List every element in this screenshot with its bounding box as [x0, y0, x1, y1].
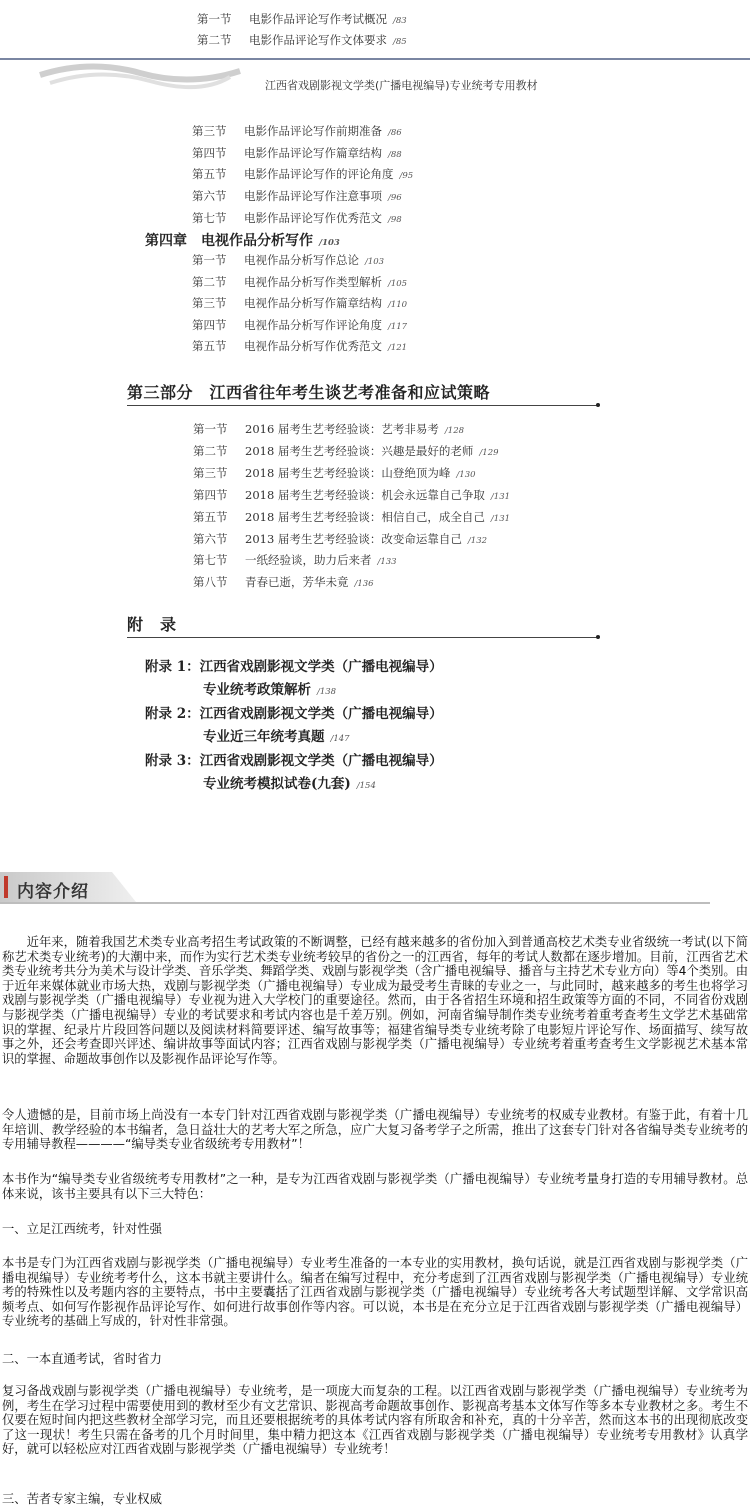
toc-page-number: /86: [388, 128, 402, 138]
toc-page-number: /96: [388, 193, 402, 204]
intro-paragraph-2: 令人遗憾的是，目前市场上尚没有一本专门针对江西省戏剧与影视学类（广播电视编导）专业统考的权威专业教材。有鉴于此，有着十几年培训、教学经验的本书编者，急日益壮大的艺考大军之所急，应广大复习备考学子之所需，推出了这套专门针对各省编导类专业统考的专用辅导教程————“编导类专业省级统考专用教材”！: [2, 1108, 748, 1152]
toc-page-number: /130: [456, 469, 476, 480]
toc-entry: [192, 145, 402, 161]
toc-section-number: 第五节: [192, 167, 227, 182]
appendix-page-number: /147: [330, 734, 350, 744]
running-header: 江西省戏剧影视文学类(广播电视编导)专业统考专用教材: [265, 79, 538, 92]
feature-heading-1: 一、立足江西统考，针对性强: [2, 1222, 162, 1236]
toc-entry: [192, 274, 407, 290]
toc-entry-title: 电影作品评论写作篇章结构: [244, 145, 382, 160]
toc-page-number: /128: [444, 426, 465, 436]
chapter4-title: 第四章 电视作品分析写作: [145, 233, 313, 249]
toc-page-number: /110: [388, 300, 408, 310]
toc-entry: [193, 574, 374, 590]
toc-page-number: /121: [388, 343, 408, 353]
toc-entry: [193, 465, 476, 481]
toc-section-number: 第一节: [192, 253, 227, 267]
toc-section-number: 第七节: [192, 210, 227, 225]
toc-section-number: 第八节: [193, 575, 228, 590]
appendix-entry-title: 专业统考政策解析: [203, 682, 311, 698]
toc-entry-title: 电影作品评论写作前期准备: [244, 124, 382, 138]
toc-section-number: 第五节: [192, 339, 227, 353]
toc-section-number: 第二节: [197, 33, 232, 47]
toc-page-number: /85: [393, 37, 407, 47]
part3-rule-dot: [596, 403, 600, 407]
toc-entry: [193, 509, 510, 525]
toc-entry-title: 2018 届考生艺考经验谈：山登绝顶为峰: [245, 465, 451, 480]
toc-entry-title: 电视作品分析写作优秀范文: [244, 339, 382, 353]
appendix-entry-line2: [203, 678, 336, 698]
toc-entry-title: 电影作品评论写作的评论角度: [244, 167, 394, 182]
toc-entry: [192, 210, 402, 226]
toc-entry: [192, 295, 407, 311]
toc-page-number: /132: [467, 535, 488, 546]
toc-page-number: /136: [354, 579, 374, 590]
toc-section-number: 第五节: [193, 509, 228, 524]
toc-section-number: 第六节: [193, 531, 228, 546]
toc-entry-title: 2018 届考生艺考经验谈：相信自己，成全自己: [245, 509, 485, 524]
appendix-page-number: /138: [317, 687, 337, 697]
toc-section-number: 第一节: [193, 422, 228, 436]
appendix-rule-dot: [596, 635, 600, 639]
appendix-entry-line1: 附录 3：江西省戏剧影视文学类（广播电视编导）: [145, 753, 443, 769]
appendix-heading: 附 录: [127, 615, 177, 634]
toc-entry-title: 电视作品分析写作评论角度: [244, 317, 382, 332]
toc-page-number: /129: [479, 447, 499, 458]
toc-entry-title: 青春已逝，芳华未竟: [245, 575, 349, 590]
toc-entry: [197, 32, 407, 48]
toc-entry: [192, 188, 402, 204]
toc-page-number: /117: [388, 321, 408, 332]
toc-entry-title: 2016 届考生艺考经验谈：艺考非易考: [245, 422, 439, 436]
appendix-entry-line1: 附录 1：江西省戏剧影视文学类（广播电视编导）: [145, 659, 443, 675]
toc-entry-title: 电视作品分析写作篇章结构: [244, 296, 382, 310]
toc-page-number: /131: [490, 513, 511, 524]
intro-paragraph-4: 本书是专门为江西省戏剧与影视学类（广播电视编导）专业考生准备的一本专业的实用教材，换句话说，就是江西省戏剧与影视学类（广播电视编导）专业统考考什么，这本书就主要讲什么。编者在编写过程中，充分考虑到了江西省戏剧与影视学类（广播电视编导）专业统考的特殊性以及考题内容的主要特点，书中主要囊括了江西省戏剧与影视学类（广播电视编导）专业统考各大考试题型详解、文学常识高频考点、如何写作影视作品评论写作、如何进行故事创作等内容。可以说，本书是在充分立足于江西省戏剧与影视学类（广播电视编导）专业统考的基础上写成的，针对性非常强。: [2, 1256, 748, 1329]
toc-entry-title: 电影作品评论写作注意事项: [244, 189, 382, 204]
appendix-page-number: /154: [356, 781, 376, 791]
toc-entry: [193, 487, 510, 503]
cropped-chapter-heading: [150, 0, 340, 3]
toc-entry: [193, 421, 464, 437]
toc-entry-title: 一纸经验谈，助力后来者: [245, 553, 372, 568]
toc-entry: [192, 338, 407, 354]
toc-section-number: 第三节: [193, 465, 228, 480]
toc-entry: [192, 252, 384, 268]
toc-entry-title: 电视作品分析写作总论: [244, 253, 359, 267]
intro-heading: 内容介绍: [17, 882, 89, 902]
part3-rule: [127, 405, 597, 406]
feature-heading-3: 三、苦者专家主编，专业权威: [2, 1492, 162, 1506]
toc-page-number: /131: [490, 491, 511, 502]
toc-entry-title: 2018 届考生艺考经验谈：机会永远靠自己争取: [245, 487, 485, 502]
toc-entry: [197, 11, 407, 27]
toc-entry-title: 2018 届考生艺考经验谈：兴趣是最好的老师: [245, 443, 474, 458]
toc-page-number: /105: [388, 278, 408, 289]
toc-page-number: /103: [365, 257, 385, 267]
toc-page-number: /133: [377, 557, 397, 568]
toc-entry: [193, 531, 487, 547]
toc-section-number: 第四节: [192, 145, 227, 160]
chapter4-heading: [145, 230, 340, 250]
feature-heading-2: 二、一本直通考试，省时省力: [2, 1352, 162, 1366]
appendix-entry-line2: [203, 725, 350, 745]
toc-entry-title: 电视作品分析写作类型解析: [244, 274, 382, 289]
toc-entry-title: 电影作品评论写作文体要求: [249, 33, 387, 47]
toc-page-number: /88: [388, 149, 402, 160]
appendix-entry-title: 专业近三年统考真题: [203, 729, 325, 745]
appendix-entry-title: 专业统考模拟试卷(九套): [203, 776, 351, 792]
toc-entry-title: 电影作品评论写作考试概况: [249, 12, 387, 26]
intro-heading-bar: [0, 872, 710, 904]
toc-entry: [192, 166, 413, 182]
intro-paragraph-3: 本书作为“编导类专业省级统考专用教材”之一种，是专为江西省戏剧与影视学类（广播电视编导）专业统考量身打造的专用辅导教材。总体来说，该书主要具有以下三大特色：: [2, 1172, 748, 1201]
toc-section-number: 第四节: [192, 317, 227, 332]
toc-section-number: 第三节: [192, 296, 227, 310]
chapter4-page: /103: [319, 238, 340, 248]
toc-entry: [193, 443, 499, 459]
toc-entry: [192, 317, 407, 333]
toc-entry-title: 电影作品评论写作优秀范文: [244, 210, 382, 225]
toc-entry: [193, 552, 397, 568]
toc-entry: [192, 123, 402, 139]
appendix-rule: [127, 637, 597, 638]
toc-entry-title: 2013 届考生艺考经验谈：改变命运靠自己: [245, 531, 462, 546]
toc-section-number: 第一节: [197, 12, 232, 26]
toc-page-number: /95: [399, 171, 414, 182]
intro-paragraph-5: 复习备战戏剧与影视学类（广播电视编导）专业统考，是一项庞大而复杂的工程。以江西省戏剧与影视学类（广播电视编导）专业统考为例，考生在学习过程中需要使用到的教材至少有文艺常识、影视高考命题故事创作、影视高考基本文体写作等多本专业教材之多。考生不仅要在短时间内把这些教材全部学习完，而且还要根据统考的具体考试内容有所取舍和补充，真的十分辛苦，然而这本书的出现彻底改变了这一现状！考生只需在备考的几个月时间里，集中精力把这本《江西省戏剧与影视学类（广播电视编导）专业统考专用教材》认真学好，就可以轻松应对江西省戏剧与影视学类（广播电视编导）专业统考！: [2, 1384, 748, 1457]
toc-section-number: 第三节: [192, 124, 227, 138]
toc-page-number: /83: [393, 16, 407, 26]
toc-section-number: 第六节: [192, 189, 227, 204]
toc-section-number: 第七节: [193, 553, 228, 568]
toc-section-number: 第二节: [193, 443, 228, 458]
toc-section-number: 第四节: [193, 487, 228, 502]
part3-heading: 第三部分 江西省往年考生谈艺考准备和应试策略: [127, 383, 491, 402]
toc-section-number: 第二节: [192, 274, 227, 289]
appendix-entry-line2: [203, 772, 376, 792]
appendix-entry-line1: 附录 2：江西省戏剧影视文学类（广播电视编导）: [145, 706, 443, 722]
intro-paragraph-1: 近年来，随着我国艺术类专业高考招生考试政策的不断调整，已经有越来越多的省份加入到普通高校艺术类专业省级统一考试(以下简称艺术类专业统考)的大潮中来，而作为实行艺术类专业统考较早的省份之一的江西省，每年的考试人数都在逐步增加。目前，江西省艺术类专业统考共分为美术与设计学类、音乐学类、舞蹈学类、戏剧与影视学类（含广播电视编导、播音与主持艺术专业方向）等4个类别。由于近年来媒体就业市场大热，戏剧与影视学类（广播电视编导）专业成为最受考生青睐的专业之一，与此同时，越来越多的考生也将学习戏剧与影视学类（广播电视编导）专业视为进入大学校门的重要途径。然而，由于各省招生环境和招生政策等方面的不同，不同省份戏剧与影视学类（广播电视编导）专业的考试要求和考试内容也是千差万别。例如，河南省编导制作类专业统考着重考查考生文学艺术基础常识的掌握、纪录片片段回答问题以及阅读材料简要评述、编写故事等；福建省编导类专业统考除了电影短片评论写作、场面描写、续写故事之外，还会考查即兴评述、编讲故事等面试内容；江西省戏剧与影视学类（广播电视编导）专业统考着重考查考生文学影视艺术基本常识的掌握、命题故事创作以及影视作品评论写作等。: [2, 935, 748, 1066]
toc-page-number: /98: [388, 214, 402, 225]
